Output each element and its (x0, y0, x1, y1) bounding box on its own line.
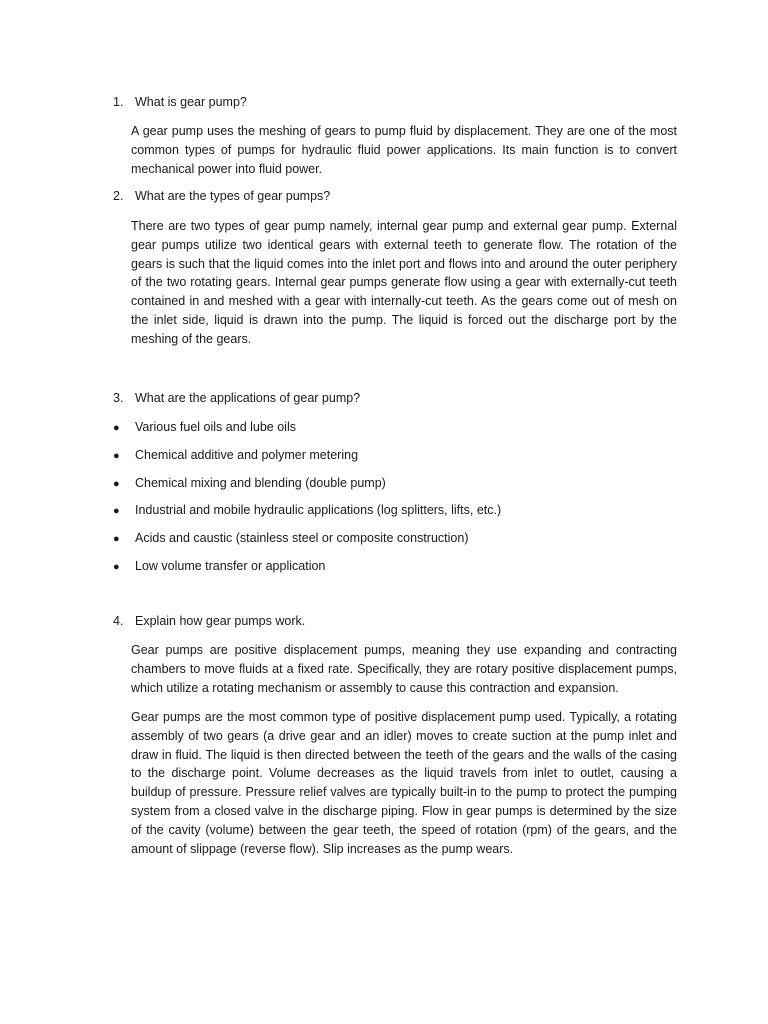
question-3-title: What are the applications of gear pump? (135, 391, 361, 405)
list-item: ● Industrial and mobile hydraulic applications (log splitters, lifts, etc.) (113, 501, 501, 529)
bullet-icon: ● (113, 533, 120, 546)
question-2-answer: There are two types of gear pump namely, internal gear pump and external gear pump. External gear pumps utilize two identical gears with external teeth to generate flow. The rotation of the gears is such that the liquid comes into the inlet port and flows into and around the outer periphery of the two rotating gears. Internal gear pumps generate flow using a gear with externally-cut teeth contained in and meshed with a gear with internally-cut teeth. As the gears come out of mesh on the inlet side, liquid is drawn into the pump. The liquid is forced out the discharge port by the meshing of the gears. (131, 219, 677, 346)
question-3-number: 3. (113, 391, 124, 405)
bullet-icon: ● (113, 449, 120, 462)
question-1-heading (113, 93, 247, 112)
bullet-icon: ● (113, 505, 120, 518)
question-4-answer-paragraph-2: Gear pumps are the most common type of positive displacement pump used. Typically, a rotating assembly of two gears (a drive gear and an idler) moves to create suction at the pump inlet and draw in fluid. The liquid is then directed between the teeth of the gears and the walls of the casing to the discharge point. Volume decreases as the liquid travels from inlet to outlet, causing a buildup of pressure. Pressure relief valves are typically built-in to the pump to protect the pumping system from a closed valve in the discharge piping. Flow in gear pumps is determined by the size of the cavity (volume) between the gear teeth, the speed of rotation (rpm) of the gears, and the amount of slippage (reverse flow). Slip increases as the pump wears. (131, 710, 677, 856)
bullet-icon: ● (113, 477, 120, 490)
applications-list (113, 418, 501, 585)
bullet-icon: ● (113, 422, 120, 434)
question-4-number: 4. (113, 614, 124, 628)
list-item: ● Acids and caustic (stainless steel or composite construction) (113, 529, 501, 557)
question-4-answer-paragraph-1: Gear pumps are positive displacement pumps, meaning they use expanding and contracting chambers to move fluids at a fixed rate. Specifically, they are rotary positive displacement pumps, which utilize a rotating mechanism or assembly to cause this contraction and expansion. (131, 643, 677, 695)
list-item: ● Chemical mixing and blending (double pump) (113, 474, 501, 502)
question-2-title: What are the types of gear pumps? (135, 189, 331, 203)
question-4-title: Explain how gear pumps work. (135, 614, 306, 628)
question-2-heading (113, 187, 330, 206)
bullet-icon: ● (113, 560, 120, 573)
question-2-number: 2. (113, 189, 124, 203)
question-1-title: What is gear pump? (135, 95, 247, 109)
list-item: ● Chemical additive and polymer metering (113, 446, 501, 474)
question-4-heading (113, 612, 305, 631)
list-item: ● Low volume transfer or application (113, 557, 501, 585)
question-3-heading (113, 389, 360, 408)
list-item: ● Various fuel oils and lube oils (113, 418, 501, 446)
question-1-number: 1. (113, 95, 124, 109)
question-1-answer: A gear pump uses the meshing of gears to pump fluid by displacement. They are one of the most common types of pumps for hydraulic fluid power applications. Its main function is to convert mechanical power into fluid power. (131, 124, 677, 176)
